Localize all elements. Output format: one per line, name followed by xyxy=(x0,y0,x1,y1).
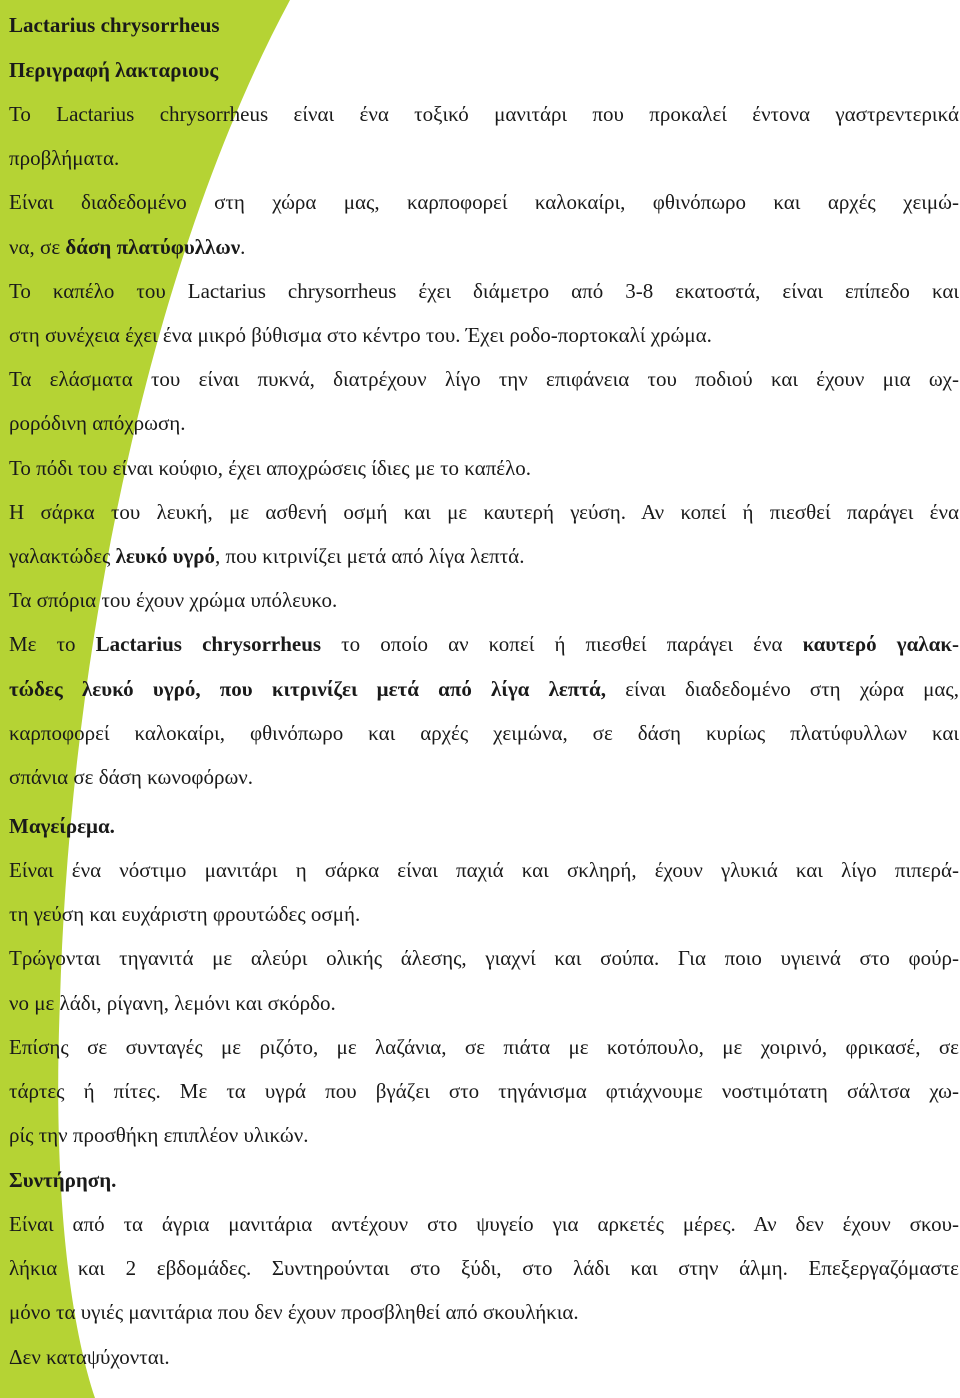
text-span: ρορόδινη απόχρωση. xyxy=(9,411,186,436)
description-heading: Περιγραφή λακταριους xyxy=(9,58,219,82)
text-span: λήκια και 2 εβδομάδες. Συντηρούνται στο ξύδι, στο λάδι και στην άλμη. Επεξεργαζόμαστε xyxy=(9,1256,959,1281)
paragraph-line xyxy=(9,990,959,1016)
text-span: στη συνέχεια έχει ένα μικρό βύθισμα στο κέντρο του. Έχει ροδο-πορτοκαλί χρώμα. xyxy=(9,323,712,347)
text-span: Το Lactarius chrysorrheus είναι ένα τοξικό μανιτάρι που προκαλεί έντονα γαστρεντερικά xyxy=(9,102,959,126)
paragraph-line xyxy=(9,410,959,436)
paragraph-line xyxy=(9,101,959,127)
paragraph-line xyxy=(9,587,959,613)
paragraph-line xyxy=(9,676,959,702)
paragraph-line xyxy=(9,857,959,883)
bold-text-span: καυτερό γαλακ- xyxy=(802,632,959,657)
text-span: Η σάρκα του λευκή, με ασθενή οσμή και με καυτερή γεύση. Αν κοπεί ή πιεσθεί παράγει ένα xyxy=(9,499,959,524)
paragraph-line xyxy=(9,543,959,569)
paragraph-line xyxy=(9,764,959,790)
text-span: μόνο τα υγιές μανιτάρια που δεν έχουν προσβληθεί από σκουλήκια. xyxy=(9,1300,579,1325)
text-span: Είναι από τα άγρια μανιτάρια αντέχουν στο ψυγείο για αρκετές μέρες. Αν δεν έχουν σκου- xyxy=(9,1212,959,1236)
text-span: είναι διαδεδομένο στη χώρα μας, xyxy=(606,676,960,701)
paragraph-line xyxy=(9,1299,959,1325)
text-span: γαλακτώδες xyxy=(9,544,116,568)
text-span: Τρώγονται τηγανιτά με αλεύρι ολικής άλεσης, γιαχνί και σούπα. Για ποιο υγιεινά στο φούρ- xyxy=(9,946,959,971)
paragraph-line xyxy=(9,322,959,348)
text-span: καρποφορεί καλοκαίρι, φθινόπωρο και αρχές χειμώνα, σε δάση κυρίως πλατύφυλλων και xyxy=(9,720,959,745)
paragraph-line xyxy=(9,1255,959,1281)
text-span: Είναι διαδεδομένο στη χώρα μας, καρποφορεί καλοκαίρι, φθινόπωρο και αρχές χειμώ- xyxy=(9,190,959,215)
bold-text-span: δάση πλατύφυλλων xyxy=(65,234,241,259)
text-span: , που κιτρινίζει μετά από λίγα λεπτά. xyxy=(215,544,525,568)
storage-heading: Συντήρηση. xyxy=(9,1168,117,1192)
paragraph-line xyxy=(9,278,959,304)
text-span: Το πόδι του είναι κούφιο, έχει αποχρώσεις ίδιες με το καπέλο. xyxy=(9,455,532,480)
text-span: Είναι ένα νόστιμο μανιτάρι η σάρκα είναι παχιά και σκληρή, έχουν γλυκιά και λίγο πιπερά- xyxy=(9,858,959,882)
paragraph-line xyxy=(9,1122,959,1148)
bold-text-span: τώδες λευκό υγρό, που κιτρινίζει μετά από λίγα λεπτά, xyxy=(9,676,607,701)
paragraph-line xyxy=(9,720,959,746)
text-span: το οποίο αν κοπεί ή πιεσθεί παράγει ένα xyxy=(321,632,803,657)
paragraph-line xyxy=(9,145,959,171)
paragraph-line xyxy=(9,234,959,260)
paragraph-line xyxy=(9,1078,959,1104)
text-span: Με το xyxy=(9,632,96,657)
text-span: Επίσης σε συνταγές με ριζότο, με λαζάνια, σε πιάτα με κοτόπουλο, με χοιρινό, φρικασέ, σε xyxy=(9,1034,959,1059)
text-span: . xyxy=(240,234,246,259)
bold-text-span: λευκό υγρό xyxy=(115,544,216,568)
paragraph-line xyxy=(9,455,959,481)
paragraph-line xyxy=(9,1034,959,1060)
text-span: σπάνια σε δάση κωνοφόρων. xyxy=(9,765,254,789)
paragraph-line xyxy=(9,901,959,927)
paragraph-line xyxy=(9,1211,959,1237)
text-span: ρίς την προσθήκη επιπλέον υλικών. xyxy=(9,1123,309,1148)
paragraph-line xyxy=(9,189,959,215)
text-span: Τα σπόρια του έχουν χρώμα υπόλευκο. xyxy=(9,588,338,613)
paragraph-line xyxy=(9,366,959,392)
paragraph-line xyxy=(9,945,959,971)
text-span: να, σε xyxy=(9,234,66,259)
text-span: προβλήματα. xyxy=(9,146,120,171)
paragraph-line xyxy=(9,499,959,525)
paragraph-line xyxy=(9,631,959,657)
text-span: Δεν καταψύχονται. xyxy=(9,1344,170,1369)
text-span: τη γεύση και ευχάριστη φρουτώδες οσμή. xyxy=(9,902,361,927)
text-span: Το καπέλο του Lactarius chrysorrheus έχει διάμετρο από 3-8 εκατοστά, είναι επίπεδο και xyxy=(9,278,959,303)
text-span: νο με λάδι, ρίγανη, λεμόνι και σκόρδο. xyxy=(9,990,336,1015)
paragraph-line xyxy=(9,1344,959,1370)
cooking-heading: Μαγείρεμα. xyxy=(9,814,115,838)
text-span: Τα ελάσματα του είναι πυκνά, διατρέχουν λίγο την επιφάνεια του ποδιού και έχουν μια ωχ- xyxy=(9,367,959,392)
text-span: τάρτες ή πίτες. Με τα υγρά που βγάζει στο τηγάνισμα φτιάχνουμε νοστιμότατη σάλτσα χω- xyxy=(9,1079,959,1103)
bold-text-span: Lactarius chrysorrheus xyxy=(95,632,322,657)
document-title: Lactarius chrysorrheus xyxy=(9,13,220,37)
